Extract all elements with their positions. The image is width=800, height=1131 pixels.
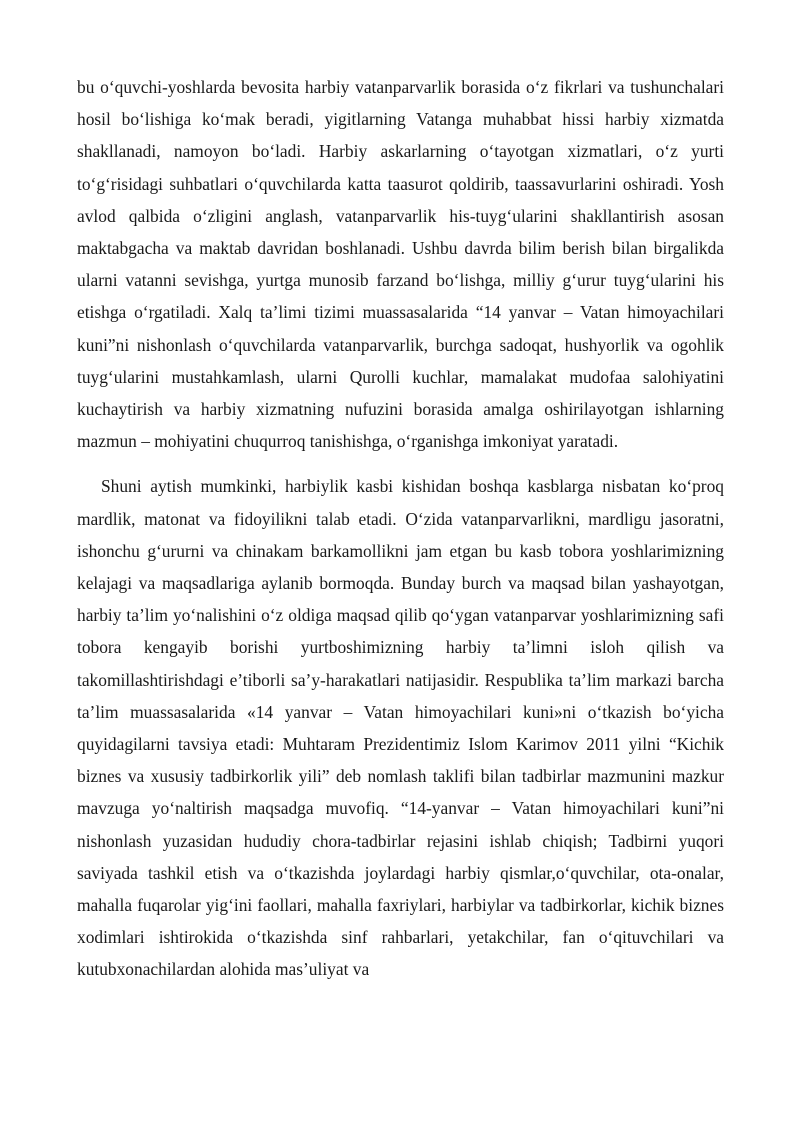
- paragraph-2: Shuni aytish mumkinki, harbiylik kasbi kishidan boshqa kasblarga nisbatan ko‘proq mardlik, matonat va fidoyilikni talab etadi. O‘zida vatanparvarlikni, mardligu jasoratni, ishonchu g‘ururni va chinakam barkamollikni jam etgan bu kasb tobora yoshlarimizning kelajagi va maqsadlariga aylanib bormoqda. Bunday burch va maqsad bilan yashayotgan, harbiy ta’lim yo‘nalishini o‘z oldiga maqsad qilib qo‘ygan vatanparvar yoshlarimizning safi tobora kengayib borishi yurtboshimizning harbiy ta’limni isloh qilish va takomillashtirishdagi e’tiborli sa’y-harakatlari natijasidir. Respublika ta’lim markazi barcha ta’lim muassasalarida «14 yanvar – Vatan himoyachilari kuni»ni o‘tkazish bo‘yicha quyidagilarni tavsiya etadi: Muhtaram Prezidentimiz Islom Karimov 2011 yilni “Kichik biznes va xususiy tadbirkorlik yili” deb nomlash taklifi bilan tadbirlar mazmunini mazkur mavzuga yo‘naltirish maqsadga muvofiq. “14-yanvar – Vatan himoyachilari kuni”ni nishonlash yuzasidan hududiy chora-tadbirlar rejasini ishlab chiqish; Tadbirni yuqori saviyada tashkil etish va o‘tkazishda joylardagi harbiy qismlar,o‘quvchilar, ota-onalar, mahalla fuqarolar yig‘ini faollari, mahalla faxriylari, harbiylar va tadbirkorlar, kichik biznes xodimlari ishtirokida o‘tkazishda sinf rahbarlari, yetakchilar, fan o‘qituvchilari va kutubxonachilardan alohida mas’uliyat va: [77, 476, 724, 980]
- paragraph-1: bu o‘quvchi-yoshlarda bevosita harbiy vatanparvarlik borasida o‘z fikrlari va tushunchalari hosil bo‘lishiga ko‘mak beradi, yigitlarning Vatanga muhabbat hissi harbiy xizmatda shakllanadi, namoyon bo‘ladi. Harbiy askarlarning o‘tayotgan xizmatlari, o‘z yurti to‘g‘risidagi suhbatlari o‘quvchilarda katta taasurot qoldirib, taassavurlarini oshiradi. Yosh avlod qalbida o‘zligini anglash, vatanparvarlik his-tuyg‘ularini shakllantirish asosan maktabgacha va maktab davridan boshlanadi. Ushbu davrda bilim berish bilan birgalikda ularni vatanni sevishga, yurtga munosib farzand bo‘lishga, milliy g‘urur tuyg‘ularini his etishga o‘rgatiladi. Xalq ta’limi tizimi muassasalarida “14 yanvar – Vatan himoyachilari kuni”ni nishonlash o‘quvchilarda vatanparvarlik, burchga sadoqat, hushyorlik va ogohlik tuyg‘ularini mustahkamlash, ularni Qurolli kuchlar, mamalakat mudofaa salohiyatini kuchaytirish va harbiy xizmatning nufuzini borasida amalga oshirilayotgan ishlarning mazmun – mohiyatini chuqurroq tanishishga, o‘rganishga imkoniyat yaratadi.: [77, 77, 724, 452]
- document-body: [77, 71, 724, 986]
